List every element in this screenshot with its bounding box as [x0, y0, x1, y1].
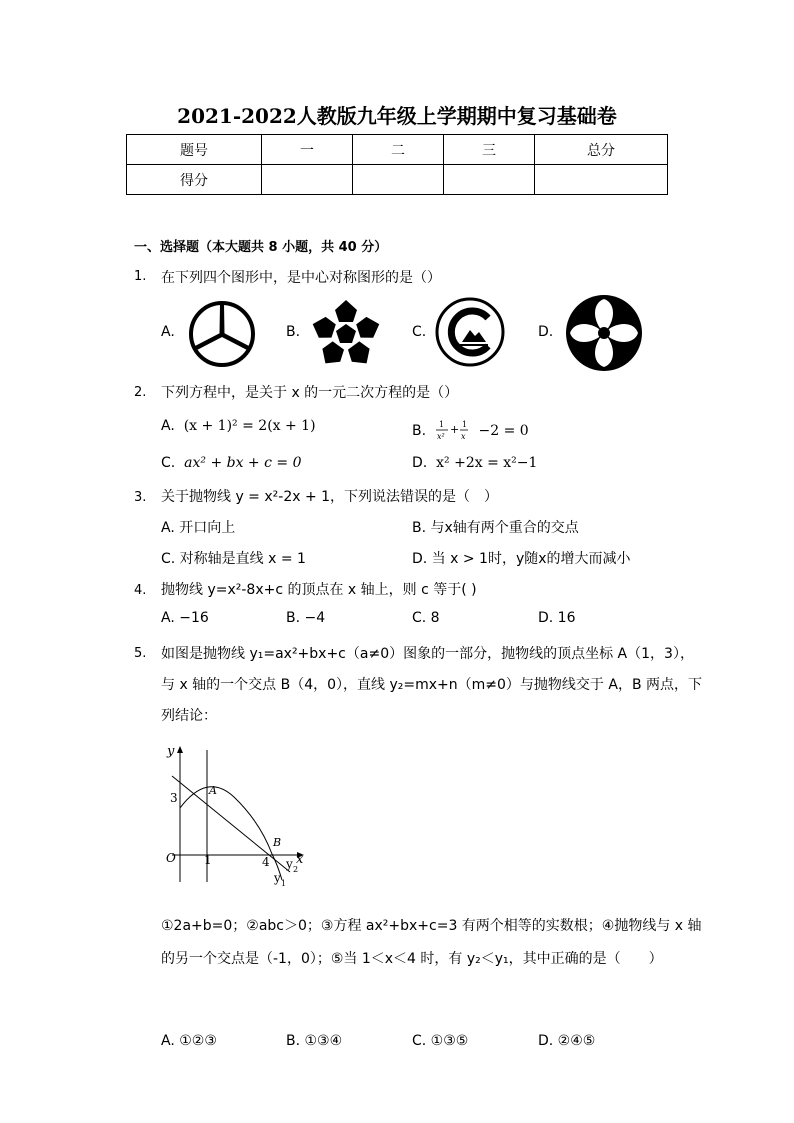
svg-text:1: 1: [438, 420, 444, 429]
question-number: 3.: [134, 490, 147, 505]
pentagon-flower-icon: [309, 296, 383, 370]
svg-text:1: 1: [461, 420, 467, 429]
four-petal-circle-icon: [564, 293, 644, 373]
option-a: A. 开口向上: [161, 520, 236, 536]
tick-label-1: 1: [204, 853, 212, 867]
y1-subscript: 1: [281, 879, 287, 887]
option-d: D. x² +2x = x²−1: [412, 455, 538, 471]
question-number: 1.: [134, 269, 147, 284]
question-text-line: ①2a+b=0；②abc＞0；③方程 ax²+bx+c=3 有两个相等的实数根；④抛物线与 x 轴: [161, 918, 702, 934]
question-number: 2.: [134, 385, 147, 400]
point-b-label: B: [273, 836, 282, 849]
option-b-label: B.: [412, 423, 427, 439]
option-b-math: −2 = 0: [478, 423, 529, 439]
option-b: [412, 418, 529, 444]
y-axis-label: y: [167, 744, 175, 759]
question-number: 5.: [134, 646, 147, 661]
option-d: D. 当 x > 1时，y随x的增大而减小: [412, 551, 631, 567]
question-text-line: 列结论：: [161, 708, 217, 724]
option-a: A. (x + 1)² = 2(x + 1): [161, 418, 316, 434]
option-d: D. ②④⑤: [538, 1033, 596, 1049]
score-header-cell: 三: [444, 135, 535, 165]
question-text-line: 的另一个交点是（-1，0）；⑤当 1＜x＜4 时，有 y₂＜y₁，其中正确的是（ ）: [161, 951, 663, 967]
question-text: 抛物线 y=x²-8x+c 的顶点在 x 轴上，则 c 等于( ): [161, 582, 477, 598]
svg-text:x: x: [460, 432, 466, 441]
option-c: C. ax² + bx + c = 0: [161, 455, 302, 471]
score-table-row: [127, 165, 668, 195]
point-a-label: A: [209, 784, 217, 797]
origin-label: O: [166, 851, 176, 865]
option-a: A. −16: [161, 610, 209, 626]
option-a: A. ①②③: [161, 1033, 217, 1049]
option-label: D.: [538, 324, 554, 340]
score-header-cell: 二: [353, 135, 444, 165]
svg-text:x²: x²: [436, 432, 445, 441]
svg-text:+: +: [449, 423, 459, 436]
y-axis-arrow: [177, 746, 183, 753]
parabola-graph: [160, 742, 310, 887]
y2-label: y: [286, 857, 293, 871]
score-cell[interactable]: [262, 165, 353, 195]
option-c-math: ax² + bx + c = 0: [184, 455, 302, 471]
option-c: C. 对称轴是直线 x = 1: [161, 551, 306, 567]
option-c: C. ①③⑤: [412, 1033, 469, 1049]
y2-subscript: 2: [293, 865, 299, 874]
question-text-line: 与 x 轴的一个交点 B（4，0），直线 y₂=mx+n（m≠0）与抛物线交于 A，B 两点，下: [161, 677, 703, 693]
option-label: B.: [286, 324, 301, 340]
score-table-header-row: [127, 135, 668, 165]
question-text: 关于抛物线 y = x²-2x + 1，下列说法错误的是（ ）: [161, 489, 499, 505]
option-a-math: (x + 1)² = 2(x + 1): [183, 418, 316, 434]
x-axis-label: x: [296, 852, 304, 867]
y1-label: y: [274, 871, 281, 885]
section-header: 一、选择题（本大题共 8 小题，共 40 分）: [134, 240, 388, 255]
option-b: B. −4: [286, 610, 326, 626]
score-table: [126, 134, 668, 195]
score-row-label: 得分: [127, 165, 262, 195]
mercedes-logo-icon: [186, 298, 258, 370]
option-label: A.: [161, 324, 175, 340]
option-d: D. 16: [538, 610, 576, 626]
fraction-glyphs: [431, 418, 479, 444]
line-y2: [172, 776, 290, 872]
option-label: C.: [412, 324, 427, 340]
score-header-cell: 总分: [535, 135, 668, 165]
tick-label-3: 3: [170, 791, 178, 805]
page-title: 2021-2022人教版九年级上学期期中复习基础卷: [177, 104, 617, 128]
score-cell[interactable]: [444, 165, 535, 195]
option-d-math: x² +2x = x²−1: [436, 455, 538, 471]
option-b: B. 与x轴有两个重合的交点: [412, 520, 579, 536]
option-b: B. ①③④: [286, 1033, 343, 1049]
score-cell[interactable]: [535, 165, 668, 195]
option-c: C. 8: [412, 610, 440, 626]
question-text: 在下列四个图形中，是中心对称图形的是（）: [161, 270, 441, 286]
score-cell[interactable]: [353, 165, 444, 195]
score-header-cell: 题号: [127, 135, 262, 165]
question-text-line: 如图是抛物线 y₁=ax²+bx+c（a≠0）图象的一部分，抛物线的顶点坐标 A（1，3），: [161, 646, 694, 662]
score-header-cell: 一: [262, 135, 353, 165]
tick-label-4: 4: [262, 855, 270, 869]
circle-c-mountain-logo-icon: [434, 296, 506, 368]
question-text: 下列方程中，是关于 x 的一元二次方程的是（）: [161, 385, 459, 401]
question-number: 4.: [134, 583, 147, 598]
